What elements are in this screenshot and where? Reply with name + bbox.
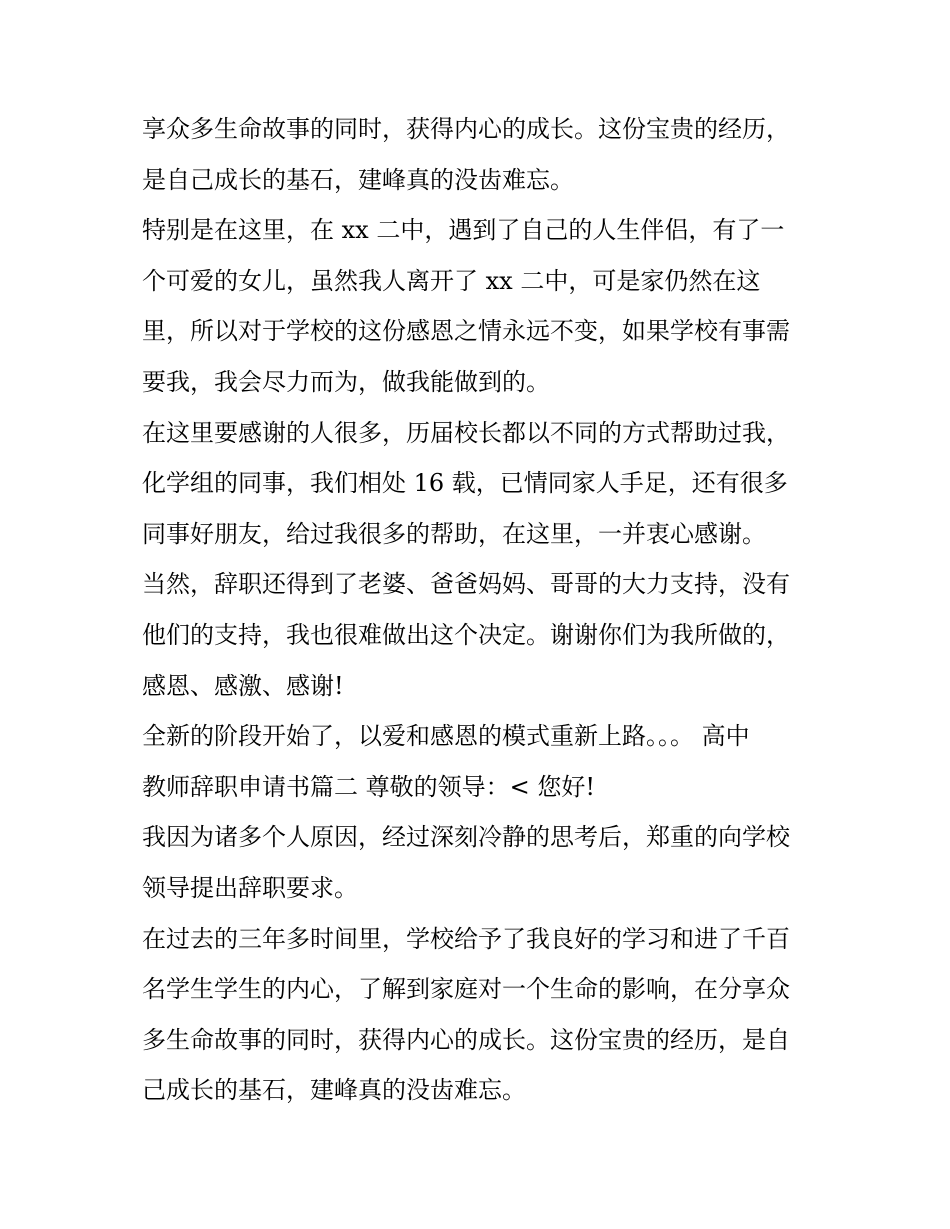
text-line: 个可爱的女儿，虽然我人离开了 xx 二中，可是家仍然在这 bbox=[142, 266, 761, 295]
text-line: 他们的支持，我也很难做出这个决定。谢谢你们为我所做的， bbox=[142, 620, 790, 649]
text-line: 里，所以对于学校的这份感恩之情永远不变，如果学校有事需 bbox=[142, 317, 790, 346]
text-line: 感恩、感激、感谢! bbox=[142, 671, 344, 700]
document-body bbox=[142, 104, 822, 1116]
text-line: 己成长的基石，建峰真的没齿难忘。 bbox=[142, 1076, 526, 1105]
text-line: 当然，辞职还得到了老婆、爸爸妈妈、哥哥的大力支持，没有 bbox=[142, 570, 790, 599]
text-line: 我因为诸多个人原因，经过深刻冷静的思考后，郑重的向学校 bbox=[142, 823, 790, 852]
text-line: 领导提出辞职要求。 bbox=[142, 873, 358, 902]
text-line: 要我，我会尽力而为，做我能做到的。 bbox=[142, 367, 550, 396]
text-line: 是自己成长的基石，建峰真的没齿难忘。 bbox=[142, 165, 574, 194]
text-line: 在过去的三年多时间里，学校给予了我良好的学习和进了千百 bbox=[142, 924, 790, 953]
text-line: 在这里要感谢的人很多，历届校长都以不同的方式帮助过我， bbox=[142, 418, 790, 447]
text-line: 名学生学生的内心，了解到家庭对一个生命的影响，在分享众 bbox=[142, 975, 790, 1004]
text-line: 同事好朋友，给过我很多的帮助，在这里，一并衷心感谢。 bbox=[142, 519, 766, 548]
text-line: 全新的阶段开始了，以爱和感恩的模式重新上路。。。 高中 bbox=[142, 722, 750, 751]
text-line: 教师辞职申请书篇二 尊敬的领导：< 您好! bbox=[142, 772, 596, 801]
text-line: 化学组的同事，我们相处 16 载，已情同家人手足，还有很多 bbox=[142, 469, 788, 498]
text-line: 特别是在这里，在 xx 二中，遇到了自己的人生伴侣，有了一 bbox=[142, 216, 785, 245]
text-line: 多生命故事的同时，获得内心的成长。这份宝贵的经历，是自 bbox=[142, 1025, 790, 1054]
text-line: 享众多生命故事的同时，获得内心的成长。这份宝贵的经历， bbox=[142, 115, 790, 143]
